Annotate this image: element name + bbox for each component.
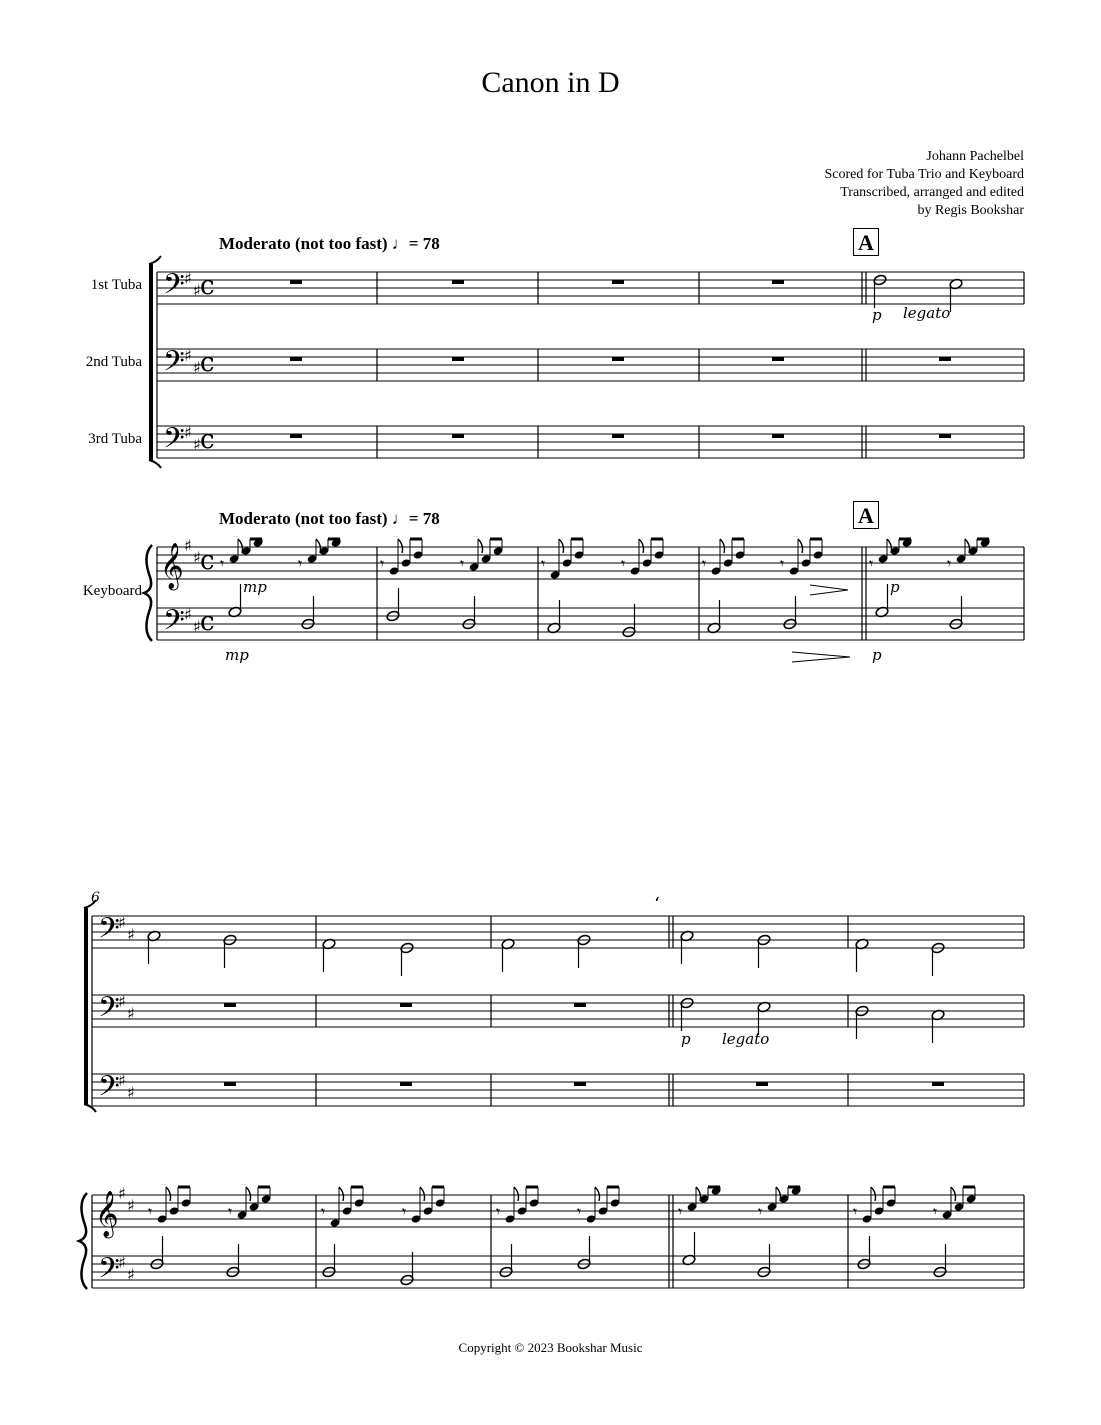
bass-clef-icon: 𝄢	[98, 1070, 120, 1110]
flag	[965, 539, 970, 553]
whole-rest-icon	[452, 280, 464, 284]
legato-marking: legato	[722, 1030, 770, 1048]
eighth-rest-icon: 𝄾	[853, 1202, 858, 1221]
bass-clef-icon: 𝄢	[98, 991, 120, 1031]
eighth-rest-icon: 𝄾	[460, 554, 465, 573]
sharp-icon: ♯	[193, 548, 201, 567]
flag	[887, 539, 892, 553]
whole-rest-icon	[290, 434, 302, 438]
eighth-rest-icon: 𝄾	[702, 554, 707, 573]
flag	[639, 539, 644, 553]
eighth-rest-icon: 𝄾	[220, 554, 225, 573]
sharp-icon: ♯	[127, 1004, 135, 1023]
measure-number: 6	[91, 890, 100, 906]
breath-mark-icon: ʻ	[654, 894, 660, 915]
flag	[238, 539, 243, 553]
flag	[951, 1187, 956, 1201]
quarter-note-icon: ♩	[391, 234, 409, 253]
eighth-rest-icon: 𝄾	[298, 554, 303, 573]
dynamic-mp-treble: mp	[243, 578, 267, 596]
notation-marks	[79, 256, 1024, 1289]
common-time-icon: c	[200, 425, 215, 455]
common-time-icon: c	[200, 546, 215, 576]
flag	[776, 1187, 781, 1201]
eighth-rest-icon: 𝄾	[402, 1202, 407, 1221]
eighth-rest-icon: 𝄾	[780, 554, 785, 573]
whole-rest-icon	[224, 1082, 236, 1086]
composer: Johann Pachelbel	[926, 149, 1024, 164]
sharp-icon: ♯	[127, 1083, 135, 1102]
tempo-text: Moderato (not too fast)	[219, 509, 388, 528]
flag	[339, 1187, 344, 1201]
flag	[420, 1187, 425, 1201]
bass-clef-icon: 𝄢	[163, 268, 185, 308]
bracket-hook	[149, 256, 161, 264]
sharp-icon: ♯	[118, 1071, 126, 1090]
whole-rest-icon	[932, 1082, 944, 1086]
sharp-icon: ♯	[193, 281, 201, 300]
sharp-icon: ♯	[193, 358, 201, 377]
label-1st-tuba: 1st Tuba	[90, 277, 142, 293]
bass-clef-icon: 𝄢	[163, 422, 185, 462]
eighth-rest-icon: 𝄾	[678, 1202, 683, 1221]
treble-clef-icon: 𝄞	[160, 543, 184, 589]
bracket-hook	[84, 1104, 96, 1112]
dynamic-mp-bass: mp	[225, 646, 249, 664]
flag	[246, 1187, 251, 1201]
flag	[166, 1187, 171, 1201]
whole-rest-icon	[939, 357, 951, 361]
whole-rest-icon	[772, 280, 784, 284]
flag	[720, 539, 725, 553]
sharp-icon: ♯	[118, 1253, 126, 1272]
decrescendo-hairpin	[810, 585, 848, 595]
sharp-icon: ♯	[118, 1184, 126, 1203]
score-title: Canon in D	[481, 66, 620, 99]
brace-icon	[79, 1193, 87, 1289]
bass-clef-icon: 𝄢	[98, 912, 120, 952]
sharp-icon: ♯	[118, 913, 126, 932]
sharp-icon: ♯	[193, 617, 201, 636]
eighth-rest-icon: 𝄾	[621, 554, 626, 573]
eighth-rest-icon: 𝄾	[541, 554, 546, 573]
scoring-note: Scored for Tuba Trio and Keyboard	[824, 167, 1024, 182]
dynamic-p-bass: p	[872, 646, 882, 664]
whole-rest-icon	[772, 434, 784, 438]
sharp-icon: ♯	[127, 925, 135, 944]
eighth-rest-icon: 𝄾	[869, 554, 874, 573]
eighth-rest-icon: 𝄾	[577, 1202, 582, 1221]
whole-rest-icon	[612, 357, 624, 361]
whole-rest-icon	[772, 357, 784, 361]
flag	[595, 1187, 600, 1201]
whole-rest-icon	[224, 1003, 236, 1007]
sharp-icon: ♯	[127, 1265, 135, 1284]
brace-icon	[144, 545, 152, 641]
whole-rest-icon	[400, 1082, 412, 1086]
whole-rest-icon	[939, 434, 951, 438]
rehearsal-mark-a-tubas: A	[853, 228, 879, 256]
sharp-icon: ♯	[184, 605, 192, 624]
decrescendo-hairpin	[792, 652, 850, 662]
dynamic-p: p	[872, 306, 882, 324]
whole-rest-icon	[756, 1082, 768, 1086]
eighth-rest-icon: 𝄾	[380, 554, 385, 573]
bass-clef-icon: 𝄢	[163, 604, 185, 644]
flag	[514, 1187, 519, 1201]
whole-rest-icon	[574, 1003, 586, 1007]
sharp-icon: ♯	[127, 1196, 135, 1215]
flag	[696, 1187, 701, 1201]
whole-rest-icon	[400, 1003, 412, 1007]
eighth-rest-icon: 𝄾	[758, 1202, 763, 1221]
common-time-icon: c	[200, 271, 215, 301]
sharp-icon: ♯	[118, 992, 126, 1011]
eighth-rest-icon: 𝄾	[947, 554, 952, 573]
whole-rest-icon	[452, 434, 464, 438]
bass-clef-icon: 𝄢	[98, 1252, 120, 1292]
treble-clef-icon: 𝄞	[95, 1191, 119, 1237]
flag	[559, 539, 564, 553]
eighth-rest-icon: 𝄾	[933, 1202, 938, 1221]
whole-rest-icon	[612, 280, 624, 284]
sharp-icon: ♯	[184, 269, 192, 288]
eighth-rest-icon: 𝄾	[228, 1202, 233, 1221]
tempo-bpm: = 78	[408, 234, 440, 253]
rehearsal-mark-a-keyboard: A	[853, 501, 879, 529]
whole-rest-icon	[290, 280, 302, 284]
sharp-icon: ♯	[193, 435, 201, 454]
sharp-icon: ♯	[184, 346, 192, 365]
whole-rest-icon	[574, 1082, 586, 1086]
common-time-icon: c	[200, 607, 215, 637]
dynamic-p-keyboard: p	[890, 578, 900, 596]
bracket-hook	[149, 460, 161, 468]
staves	[92, 272, 1024, 1288]
sharp-icon: ♯	[184, 536, 192, 555]
whole-rest-icon	[612, 434, 624, 438]
flag	[871, 1187, 876, 1201]
label-keyboard: Keyboard	[82, 583, 142, 599]
flag	[798, 539, 803, 553]
eighth-rest-icon: 𝄾	[496, 1202, 501, 1221]
tempo-text: Moderato (not too fast)	[219, 234, 388, 253]
legato-marking: legato	[903, 304, 951, 322]
notation-texts	[91, 268, 951, 1292]
flag	[478, 539, 483, 553]
copyright-notice: Copyright © 2023 Bookshar Music	[458, 1340, 643, 1355]
whole-rest-icon	[290, 357, 302, 361]
bracket	[84, 908, 88, 1104]
flag	[316, 539, 321, 553]
flag	[398, 539, 403, 553]
bass-clef-icon: 𝄢	[163, 345, 185, 385]
arrangement-note: Transcribed, arranged and edited	[840, 185, 1024, 200]
arranger: by Regis Bookshar	[917, 203, 1024, 218]
dynamic-p: p	[681, 1030, 691, 1048]
tempo-bpm: = 78	[408, 509, 440, 528]
common-time-icon: c	[200, 348, 215, 378]
label-2nd-tuba: 2nd Tuba	[85, 354, 142, 370]
quarter-note-icon: ♩	[391, 509, 409, 528]
sharp-icon: ♯	[184, 423, 192, 442]
whole-rest-icon	[452, 357, 464, 361]
eighth-rest-icon: 𝄾	[321, 1202, 326, 1221]
bracket	[149, 264, 153, 460]
eighth-rest-icon: 𝄾	[148, 1202, 153, 1221]
label-3rd-tuba: 3rd Tuba	[88, 431, 142, 447]
